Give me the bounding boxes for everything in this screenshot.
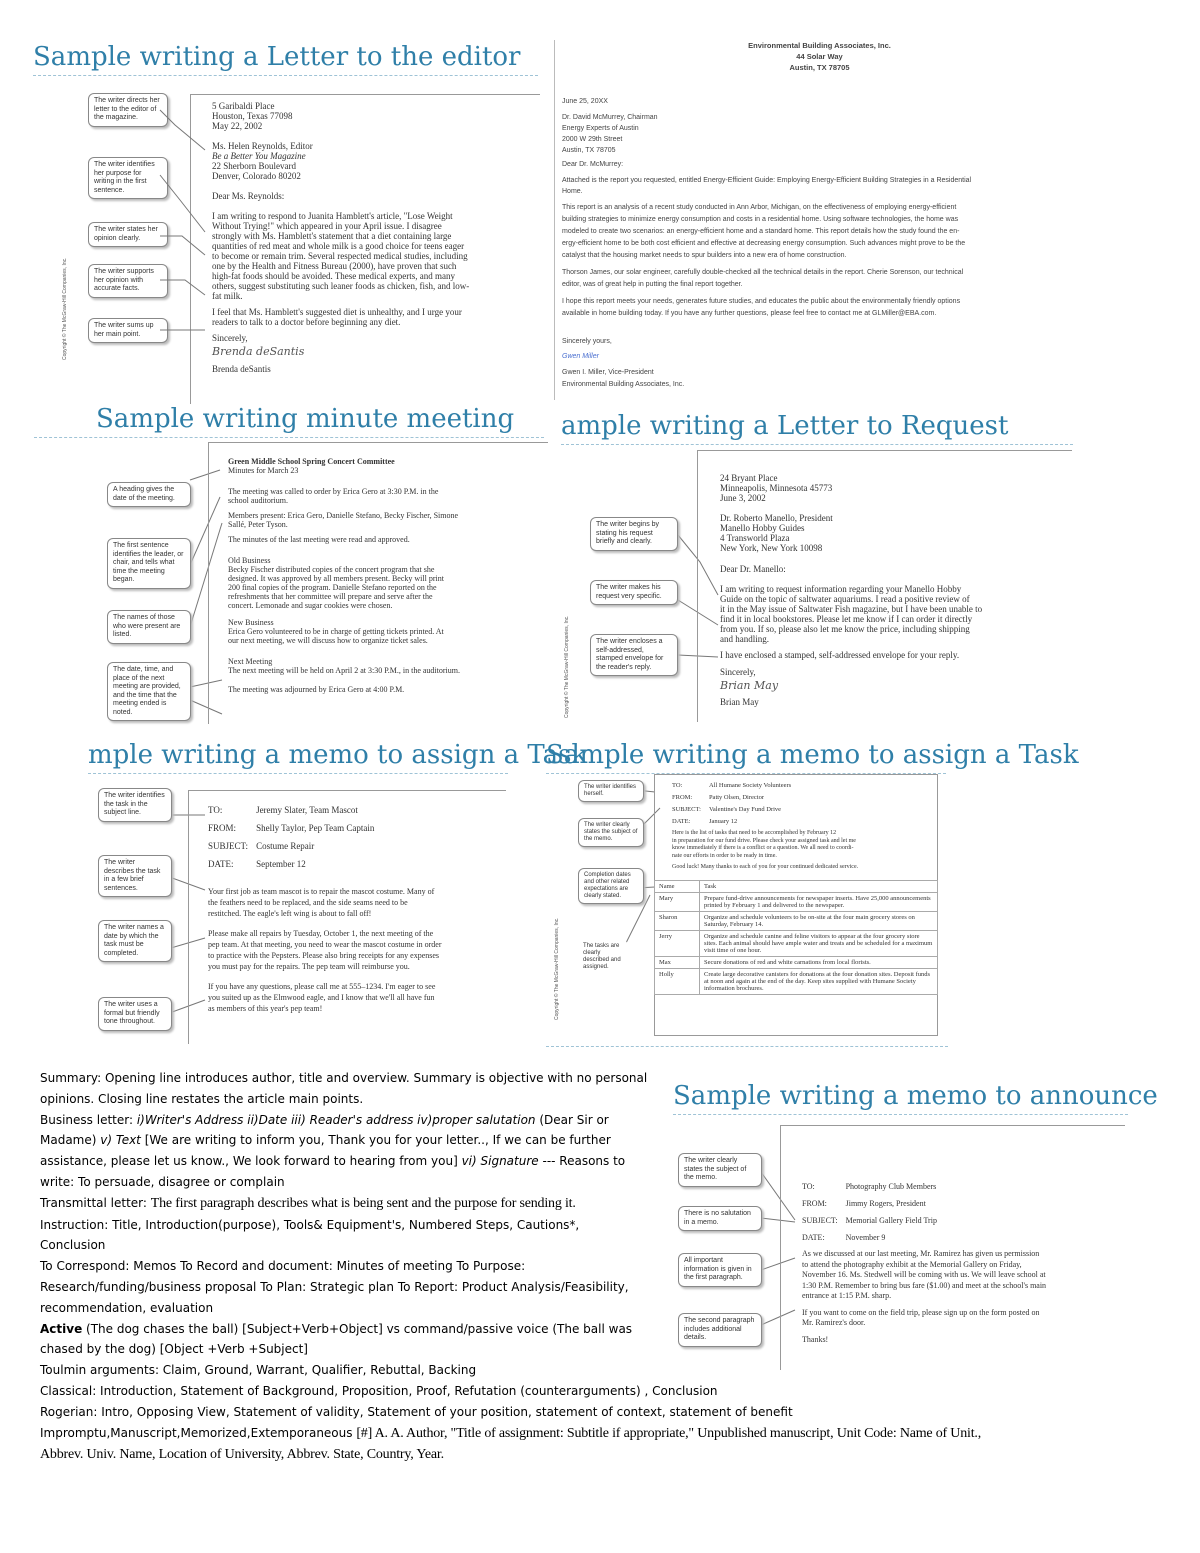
sender-line: May 22, 2002 xyxy=(212,121,263,131)
note-line xyxy=(40,1130,1150,1151)
note-segment: Transmittal letter: xyxy=(40,1195,151,1210)
callout: The names of those who were present are listed. xyxy=(107,610,191,644)
callout: The date, time, and place of the next meeting are provided, and the time that the meeting ended is noted. xyxy=(107,662,191,721)
recipient-line: 2000 W 29th Street xyxy=(562,135,623,143)
closing: Sincerely yours, xyxy=(562,338,612,345)
note-line xyxy=(40,1256,1150,1277)
letter-request-document xyxy=(697,450,1072,722)
recipient-line: Dr. Roberto Manello, President xyxy=(720,513,833,523)
note-segment: Active xyxy=(40,1321,83,1336)
memo-line: Mr. Ramirez's door. xyxy=(802,1318,866,1327)
memo-label: SUBJECT: xyxy=(672,806,701,813)
letter-date: June 25, 20XX xyxy=(562,98,608,105)
study-notes xyxy=(40,1068,1150,1466)
note-line xyxy=(40,1381,1150,1402)
note-line xyxy=(40,1319,1150,1340)
copyright-notice: Copyright © The McGraw-Hill Companies, Inc. xyxy=(554,917,560,1020)
task-name: Max xyxy=(655,957,700,969)
recipient-line: New York, New York 10098 xyxy=(720,543,823,553)
minutes-line: The meeting was adjourned by Erica Gero at 4:00 P.M. xyxy=(228,685,405,694)
heading-minute-meeting: Sample writing minute meeting xyxy=(34,404,544,438)
callout: The writer clearly states the subject of the memo. xyxy=(578,818,644,847)
body-line: I feel that Ms. Hamblett's suggested diet is unhealthy, and I urge your xyxy=(212,307,462,317)
memo-value: Valentine's Day Fund Drive xyxy=(708,806,782,813)
body-line: others, suggest substituting such leaner foods as chicken, fish, and low- xyxy=(212,281,470,291)
memo-line: as members of this year's pep team! xyxy=(208,1004,323,1013)
body-line: one by the Health and Fitness Bureau (2000), have proven that such xyxy=(212,261,457,271)
memo-line: the feathers need to be replaced, and the side seams need to be xyxy=(208,898,408,907)
sender-line: Houston, Texas 77098 xyxy=(212,111,293,121)
callout: The writer uses a formal but friendly tone throughout. xyxy=(98,997,172,1031)
note-segment: assistance, please let us know., We look forward to hearing from you] xyxy=(40,1154,462,1169)
body-line: I am writing to request information regarding your Manello Hobby xyxy=(720,584,962,594)
table-row xyxy=(655,957,938,969)
memo-line: entrance at 1:15 P.M. sharp. xyxy=(802,1291,892,1300)
callout: The first sentence identifies the leader, or chair, and tells what time the meeting began. xyxy=(107,538,191,589)
minutes-line: Sallé, Peter Tyson. xyxy=(228,520,288,529)
minutes-line: school auditorium. xyxy=(228,496,288,505)
copyright-notice: Copyright © The McGraw-Hill Companies, Inc. xyxy=(62,257,68,360)
task-table xyxy=(654,880,938,995)
recipient-line: Ms. Helen Reynolds, Editor xyxy=(212,141,313,151)
signer-line: Environmental Building Associates, Inc. xyxy=(562,381,685,388)
memo-value: Patty Olsen, Director xyxy=(708,794,764,801)
salutation: Dear Ms. Reynolds: xyxy=(212,191,285,201)
memo-line: Thanks! xyxy=(802,1334,829,1344)
callout: The writer encloses a self-addressed, stamped envelope for the reader's reply. xyxy=(590,634,678,676)
callout: The writer supports her opinion with accurate facts. xyxy=(88,264,168,298)
note-segment: To Correspond: Memos To Record and document: Minutes of meeting To Purpose: xyxy=(40,1259,526,1274)
memo-label: FROM: xyxy=(802,1199,827,1208)
memo-value: November 9 xyxy=(845,1233,886,1242)
paragraph-line: building strategies to minimize energy consumption and costs in a residential home. Using software technologies, the home was xyxy=(562,216,959,223)
company-name: Environmental Building Associates, Inc. xyxy=(748,41,891,50)
memo-line: Your first job as team mascot is to repair the mascot costume. Many of xyxy=(208,887,435,896)
note-line xyxy=(40,1402,1150,1423)
memo-line: to attend the photography exhibit at the Memorial Gallery on Friday, xyxy=(802,1259,1022,1269)
task-description: Organize and schedule canine and feline visitors to appear at the four grocery store sites. Each animal should have ample water and treats and be scheduled for a maximum visit time of one hour. xyxy=(700,931,938,957)
memo-label: SUBJECT: xyxy=(208,841,249,851)
callout: The writer names a date by which the task must be completed. xyxy=(98,920,172,962)
paragraph-line: Home. xyxy=(562,188,583,195)
note-line xyxy=(40,1360,1150,1381)
signer-line: Gwen I. Miller, Vice-President xyxy=(562,369,654,376)
body-line: strongly with Ms. Hamblett's statement that a diet containing large xyxy=(212,231,452,241)
heading-letter-to-request: ample writing a Letter to Request xyxy=(561,411,1073,445)
note-segment: [#] A. A. Author, "Title of assignment: Subtitle if appropriate," Unpublished manuscript, Unit Code: Name of Unit., xyxy=(356,1425,981,1441)
memo-label: DATE: xyxy=(672,818,691,825)
note-segment: i)Writer's Address ii)Date iii) Reader's address iv)proper salutation xyxy=(136,1112,536,1127)
note-line xyxy=(40,1110,1150,1131)
callout: The writer states her opinion clearly. xyxy=(88,222,168,247)
memo-label: FROM: xyxy=(672,794,693,801)
heading-letter-to-editor: Sample writing a Letter to the editor xyxy=(33,42,538,76)
memo-label: TO: xyxy=(802,1182,815,1191)
recipient-line: Dr. David McMurrey, Chairman xyxy=(562,113,658,121)
recipient-line: Manello Hobby Guides xyxy=(720,523,805,533)
paragraph-line: editor, was of great help in putting the final report together. xyxy=(562,281,743,288)
memo-value: Shelly Taylor, Pep Team Captain xyxy=(256,823,375,833)
body-line: fat milk. xyxy=(212,291,243,301)
minutes-line: Members present: Erica Gero, Danielle Stefano, Becky Fischer, Simone xyxy=(228,511,459,520)
table-row xyxy=(655,969,938,995)
closing: Sincerely, xyxy=(212,333,248,343)
paragraph-line: I hope this report meets your needs, generates future studies, and educates the public about the environmentally friendly options xyxy=(562,298,961,305)
task-description: Secure donations of red and white carnations from local florists. xyxy=(700,957,938,969)
minutes-line: Erica Gero volunteered to be in charge of getting tickets printed. At xyxy=(228,627,444,636)
minutes-line: designed. It was approved by all members present. Becky will print xyxy=(228,574,444,583)
table-row xyxy=(655,912,938,931)
note-segment: Research/funding/business proposal To Plan: Strategic plan To Report: Product Analysis/Feasibility, xyxy=(40,1279,629,1294)
paragraph-line: available in home building today. If you have any further questions, please feel free to contact me at GLMiller@EBA.com. xyxy=(562,310,937,317)
task-name: Holly xyxy=(655,969,700,995)
paragraph-line: This report is an analysis of a recent study conducted in Ann Arbor, Michigan, on the effectiveness of employing energy-efficient xyxy=(562,204,957,211)
memo-line: 1:30 P.M. Remember to bring bus fare ($1.00) and meet at the school's main xyxy=(802,1280,1047,1290)
callout: The writer begins by stating his request briefly and clearly. xyxy=(590,517,678,551)
note-line xyxy=(40,1277,1150,1298)
callout: The writer makes his request very specific. xyxy=(590,580,678,605)
signature: Brian May xyxy=(720,679,779,692)
company-address: 44 Solar Way xyxy=(796,52,843,61)
paragraph-line: Thorson James, our solar engineer, carefully double-checked all the technical details in the report. Cherie Sorenson, our technical xyxy=(562,269,964,276)
note-line xyxy=(40,1193,1150,1215)
note-line xyxy=(40,1339,1150,1360)
table-row xyxy=(655,893,938,912)
memo-line: If you have any questions, please call me at 555–1234. I'm eager to see xyxy=(208,982,436,991)
note-segment: chased by the dog) [Object +Verb +Subject] xyxy=(40,1342,308,1357)
memo-value: Jimmy Rogers, President xyxy=(845,1199,926,1208)
note-segment: opinions. Closing line restates the article main points. xyxy=(40,1091,364,1106)
memo-label: DATE: xyxy=(802,1233,825,1242)
memo-line: If you want to come on the field trip, please sign up on the form posted on xyxy=(802,1307,1040,1317)
body-line: readers to talk to a doctor before beginning any diet. xyxy=(212,317,401,327)
section-heading: New Business xyxy=(228,618,274,627)
recipient-line: 4 Transworld Plaza xyxy=(720,533,790,543)
note-segment: Madame) xyxy=(40,1133,101,1148)
memo-value: January 12 xyxy=(708,818,738,825)
memo-value: September 12 xyxy=(256,859,306,869)
note-segment: --- Reasons to xyxy=(538,1154,626,1169)
heading-memo-assign-task-right: Sample writing a memo to assign a Task xyxy=(546,740,946,774)
callout: The second paragraph includes additional details. xyxy=(678,1313,762,1347)
body-line: find it in local bookstores. Please let me know if I can order it directly xyxy=(720,614,973,624)
callout: A heading gives the date of the meeting. xyxy=(107,482,191,507)
signer-name: Brenda deSantis xyxy=(212,364,271,374)
sender-line: Minneapolis, Minnesota 45773 xyxy=(720,483,833,493)
note-line xyxy=(40,1089,1150,1110)
memo-left-document xyxy=(188,790,506,1044)
table-header-cell: Task xyxy=(700,881,938,893)
note-segment: Conclusion xyxy=(40,1238,106,1253)
memo-value: Costume Repair xyxy=(256,841,315,851)
callout: The writer identifies the task in the subject line. xyxy=(98,788,172,822)
memo-label: DATE: xyxy=(208,859,234,869)
note-line xyxy=(40,1298,1150,1319)
section-heading: Next Meeting xyxy=(228,657,273,666)
callout: All important information is given in the first paragraph. xyxy=(678,1253,762,1287)
note-line xyxy=(40,1444,1150,1466)
minutes-title: Green Middle School Spring Concert Committee xyxy=(228,457,395,466)
memo-line: know immediately if there is a conflict or a question. We all need to coordi- xyxy=(672,845,854,851)
section-heading: Old Business xyxy=(228,556,271,565)
minutes-line: The meeting was called to order by Erica Gero at 3:30 P.M. in the xyxy=(228,487,439,496)
note-segment: The first paragraph describes what is being sent and the purpose for sending it. xyxy=(150,1195,576,1211)
task-description: Prepare fund-drive announcements for newspaper inserts. Have 25,000 announcements printed by February 1 and delivered to the newspaper. xyxy=(700,893,938,912)
note-segment: (Dear Sir or xyxy=(535,1112,609,1127)
memo-value: Jeremy Slater, Team Mascot xyxy=(256,805,358,815)
note-segment: Summary: Opening line introduces author, title and overview. Summary is objective with no personal xyxy=(40,1071,648,1085)
minutes-line: concert. Lemonade and sugar cookies were chosen. xyxy=(228,601,393,610)
paragraph-line: ergy-efficient home to be both cost efficient and effective at decreasing energy consumption. Such advances might prove to be the xyxy=(562,240,966,247)
memo-line: Please make all repairs by Tuesday, October 1, the next meeting of the xyxy=(208,929,434,938)
body-line: high-fat foods should be avoided. These medical experts, and many xyxy=(212,271,456,281)
signature: Gwen Miller xyxy=(562,352,599,360)
task-name: Jerry xyxy=(655,931,700,957)
memo-line: you must pay for the repairs. The pep team will reimburse you. xyxy=(208,962,410,971)
note-segment: Classical: Introduction, Statement of Background, Proposition, Proof, Refutation (counterarguments) , Conclusion xyxy=(40,1383,718,1398)
signature: Brenda deSantis xyxy=(212,345,305,358)
note-segment: recommendation, evaluation xyxy=(40,1300,214,1315)
recipient-line: Be a Better You Magazine xyxy=(212,151,306,161)
body-line: I have enclosed a stamped, self-addressed envelope for your reply. xyxy=(720,650,960,660)
copyright-notice: Copyright © The McGraw-Hill Companies, Inc. xyxy=(564,615,570,718)
memo-header xyxy=(672,780,799,828)
report-letter-document xyxy=(562,40,1077,391)
recipient-line: Denver, Colorado 80202 xyxy=(212,171,301,181)
note-segment: Toulmin arguments: Claim, Ground, Warrant, Qualifier, Rebuttal, Backing xyxy=(40,1363,477,1378)
memo-value: Memorial Gallery Field Trip xyxy=(845,1216,937,1225)
note-segment: Impromptu,Manuscript,Memorized,Extemporaneous xyxy=(40,1425,357,1440)
note-segment: (The dog chases the ball) [Subject+Verb+Object] vs command/passive voice (The ball was xyxy=(82,1321,633,1336)
memo-value: Photography Club Members xyxy=(845,1182,937,1191)
callout: The writer describes the task in a few brief sentences. xyxy=(98,855,172,897)
note-segment: Rogerian: Intro, Opposing View, Statement of validity, Statement of your position, statement of context, statement of benefit xyxy=(40,1404,793,1419)
memo-label: TO: xyxy=(208,805,223,815)
body-line: quantities of red meat and whole milk is a good choice for teens eager xyxy=(212,241,465,251)
company-city: Austin, TX 78705 xyxy=(789,63,850,72)
note-line xyxy=(40,1235,1150,1256)
memo-label: FROM: xyxy=(208,823,237,833)
paragraph-line: catalyst that the housing market needs to spur builders into a new era of home construction. xyxy=(562,252,847,259)
memo-value: All Humane Society Volunteers xyxy=(708,782,792,789)
body-line: I am writing to respond to Juanita Hamblett's article, "Lose Weight xyxy=(212,211,453,221)
body-line: Guide on the topic of saltwater aquariums. I read a positive review of xyxy=(720,594,970,604)
heading-memo-to-announce: Sample writing a memo to announce xyxy=(673,1081,1128,1115)
closing: Sincerely, xyxy=(720,667,756,677)
body-line: it in the May issue of Saltwater Fish magazine, but I have been unable to xyxy=(720,604,983,614)
note-segment: Business letter: xyxy=(40,1112,137,1127)
note-segment: vi) Signature xyxy=(461,1154,539,1169)
memo-line: you suited up as the Elmwood eagle, and I know that we'll all have fun xyxy=(208,993,435,1002)
heading-memo-assign-task-left: mple writing a memo to assign a Task xyxy=(88,740,508,774)
callout: The writer identifies herself. xyxy=(578,780,644,802)
callout: The writer identifies her purpose for writing in the first sentence. xyxy=(88,157,168,199)
minutes-line: Becky Fischer distributed copies of the concert program that she xyxy=(228,565,435,574)
table-row xyxy=(655,931,938,957)
body-line: Without Trying!" which appeared in your April issue. I disagree xyxy=(212,221,442,231)
task-description: Organize and schedule volunteers to be on-site at the four main grocery stores on Saturday, February 14. xyxy=(700,912,938,931)
callout: Completion dates and other related expectations are clearly stated. xyxy=(578,868,644,904)
note-segment: Instruction: Title, Introduction(purpose), Tools& Equipment's, Numbered Steps, Cautions*, xyxy=(40,1217,580,1232)
recipient-line: Austin, TX 78705 xyxy=(562,146,616,154)
memo-label: SUBJECT: xyxy=(802,1216,838,1225)
signer-name: Brian May xyxy=(720,697,759,707)
memo-line: Here is the list of tasks that need to be accomplished by February 12 xyxy=(672,830,837,836)
sender-line: 24 Bryant Place xyxy=(720,473,778,483)
minutes-date: Minutes for March 23 xyxy=(228,466,299,475)
callout: The writer directs her letter to the editor of the magazine. xyxy=(88,93,168,127)
memo-line: nate our efforts in order to be ready in time. xyxy=(672,852,777,859)
minutes-line: The next meeting will be held on April 2 at 3:30 P.M., in the auditorium. xyxy=(228,666,460,675)
memo-line: restitched. The eagle's left wing is about to fall off! xyxy=(208,909,372,918)
callout: The writer clearly states the subject of the memo. xyxy=(678,1153,762,1187)
minutes-document xyxy=(208,442,548,724)
section-divider xyxy=(546,1046,948,1047)
task-name: Mary xyxy=(655,893,700,912)
minutes-line: refreshments that her committee will prepare and serve after the xyxy=(228,592,433,601)
recipient-line: Energy Experts of Austin xyxy=(562,124,639,132)
salutation: Dear Dr. McMurrey: xyxy=(562,160,624,168)
memo-line: November 16. Ms. Stedwell will be coming with us. We will leave school at xyxy=(802,1270,1046,1279)
note-segment: write: To persuade, disagree or complain xyxy=(40,1174,285,1189)
note-line xyxy=(40,1423,1150,1445)
memo-line: As we discussed at our last meeting, Mr. Ramirez has given us permission xyxy=(802,1249,1040,1258)
recipient-line: 22 Sherborn Boulevard xyxy=(212,161,296,171)
memo-line: Good luck! Many thanks to each of you for your continued dedicated service. xyxy=(672,864,859,870)
minutes-line: 200 final copies of the program. Danielle Stefano reported on the xyxy=(228,583,437,592)
memo-label: TO: xyxy=(672,782,683,789)
minutes-line: our next meeting, we will discuss how to organize ticket sales. xyxy=(228,636,428,645)
note-segment: Abbrev. Univ. Name, Location of University, Abbrev. State, Country, Year. xyxy=(40,1447,444,1463)
salutation: Dear Dr. Manello: xyxy=(720,564,786,574)
memo-line: in preparation for our fund drive. Please check your assigned task and let me xyxy=(672,837,856,844)
note-line xyxy=(40,1215,1150,1236)
table-header-row xyxy=(655,881,938,893)
task-name: Sharon xyxy=(655,912,700,931)
sender-line: June 3, 2002 xyxy=(720,493,766,503)
callout: The writer sums up her main point. xyxy=(88,318,168,343)
body-line: and handling. xyxy=(720,634,769,644)
callout: There is no salutation in a memo. xyxy=(678,1206,762,1231)
memo-line: to practice with the Pepsters. Please also bring receipts for any expenses xyxy=(208,951,440,960)
note-line xyxy=(40,1068,1150,1089)
minutes-line: The minutes of the last meeting were read and approved. xyxy=(228,535,410,544)
table-header-cell: Name xyxy=(655,881,700,893)
sender-line: 5 Garibaldi Place xyxy=(212,101,275,111)
body-line: to become or remain trim. Several respected medical studies, including xyxy=(212,251,468,261)
memo-header xyxy=(208,805,382,870)
note-line xyxy=(40,1172,1150,1193)
callout: The tasks are clearly described and assigned. xyxy=(578,940,628,974)
paragraph-line: modeled to create two scenarios: an energy-efficient home and a standard home. This report details how the study found the en- xyxy=(562,228,960,235)
paragraph-line: Attached is the report you requested, entitled Energy-Efficient Guide: Employing Energy-Efficient Building Strategies in a Residential xyxy=(562,177,972,184)
note-segment: [We are writing to inform you, Thank you for your letter.., If we can be further xyxy=(140,1133,611,1148)
memo-line: pep team. At that meeting, you need to wear the mascot costume in order xyxy=(208,940,442,949)
note-line xyxy=(40,1151,1150,1172)
note-segment: v) Text xyxy=(100,1133,141,1148)
task-description: Create large decorative canisters for donations at the four donation sites. Deposit funds at noon and again at the end of the day. Keep sites supplied with Humane Society information brochures. xyxy=(700,969,938,995)
body-line: from you. If so, please also let me know the price, including shipping xyxy=(720,624,970,634)
